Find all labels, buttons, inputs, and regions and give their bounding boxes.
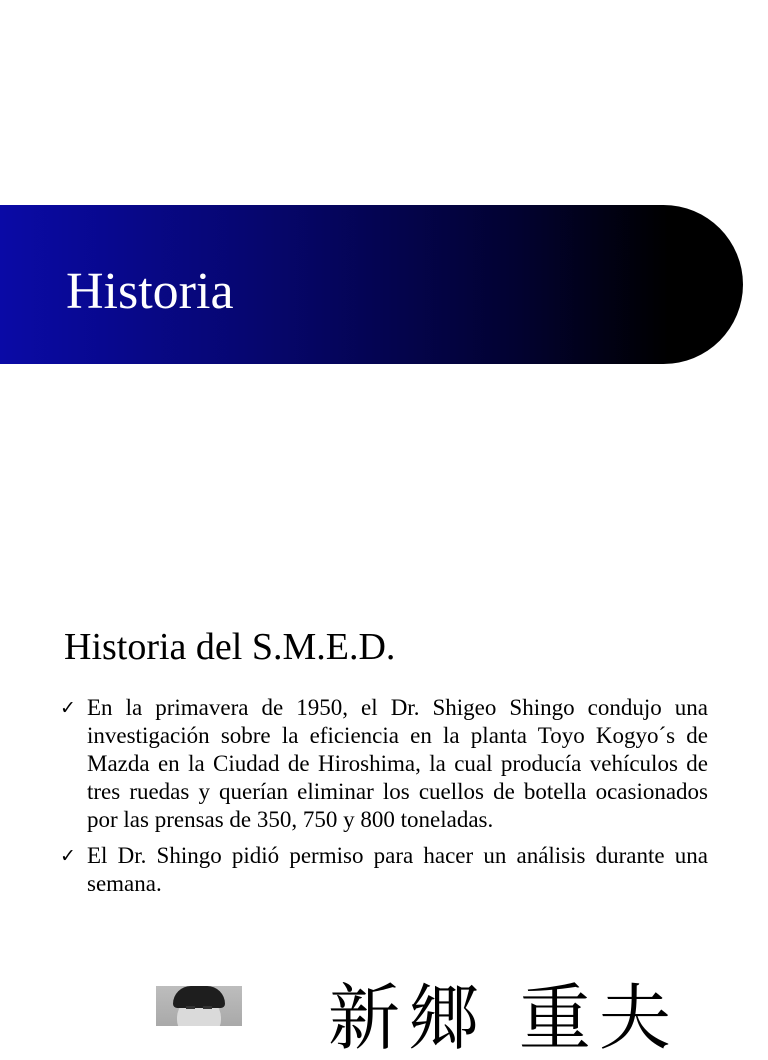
bullet-item — [60, 694, 708, 834]
section-title: Historia del S.M.E.D. — [64, 626, 396, 668]
portrait-photo — [156, 986, 242, 1026]
checkmark-icon: ✓ — [60, 697, 76, 719]
bullet-text: En la primavera de 1950, el Dr. Shigeo Shingo condujo una investigación sobre la eficiencia en la planta Toyo Kogyo´s de Mazda en la Ciudad de Hiroshima, la cual producía vehículos de tres ruedas y querían eliminar los cuellos de botella ocasionados por las prensas de 350, 750 y 800 toneladas. — [87, 695, 708, 832]
bullet-item — [60, 842, 708, 898]
kanji-name: 新郷 重夫 — [328, 976, 679, 1060]
bullet-list — [60, 694, 708, 906]
bullet-text: El Dr. Shingo pidió permiso para hacer un análisis durante una semana. — [87, 843, 708, 896]
portrait-hair — [173, 986, 225, 1008]
portrait-eye — [203, 1006, 212, 1009]
slide-title: Historia — [66, 263, 234, 320]
checkmark-icon: ✓ — [60, 845, 76, 867]
portrait-eye — [186, 1006, 195, 1009]
